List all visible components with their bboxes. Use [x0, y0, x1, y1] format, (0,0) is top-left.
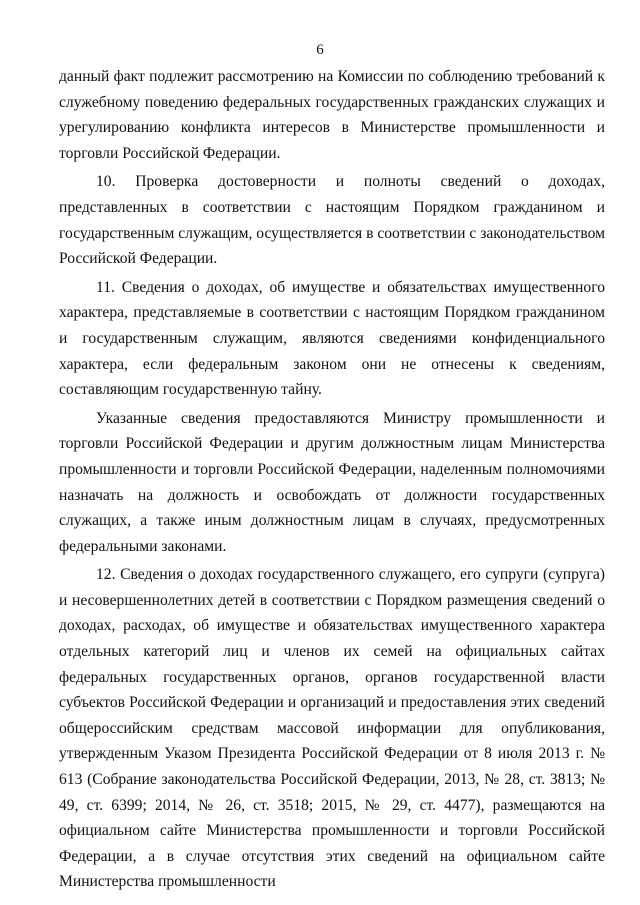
paragraph-continuation: данный факт подлежит рассмотрению на Комиссии по соблюдению требований к служебному поведению федеральных государственных гражданских служащих и урегулированию конфликта интересов в Министерстве промышленности и торговли Российской Федерации.: [59, 68, 605, 162]
document-body: [59, 64, 605, 898]
paragraph-11-recipients: Указанные сведения предоставляются Министру промышленности и торговли Российской Федерации и другим должностным лицам Министерства промышленности и торговли Российской Федерации, наделенным полномочиями назначать на должность и освобождать от должности государственных служащих, а также иным должностным лицам в случаях, предусмотренных федеральными законами.: [59, 409, 605, 555]
paragraph-12: 12. Сведения о доходах государственного служащего, его супруги (супруга) и несовершеннолетних детей в соответствии с Порядком размещения сведений о доходах, расходах, об имуществе и обязательствах имущественного характера отдельных категорий лиц и членов их семей на официальных сайтах федеральных государственных органов, органов государственной власти субъектов Российской Федерации и организаций и предоставления этих сведений общероссийским средствам массовой информации для опубликования, утвержденным Указом Президента Российской Федерации от 8 июля 2013 г. № 613 (Собрание законодательства Российской Федерации, 2013, № 28, ст. 3813; № 49, ст. 6399; 2014, № 26, ст. 3518; 2015, № 29, ст. 4477), размещаются на официальном сайте Министерства промышленности и торговли Российской Федерации, а в случае отсутствия этих сведений на официальном сайте Министерства промышленности: [59, 566, 605, 891]
paragraph-10: 10. Проверка достоверности и полноты сведений о доходах, представленных в соответствии с настоящим Порядком гражданином и государственным служащим, осуществляется в соответствии с законодательством Российской Федерации.: [59, 173, 605, 268]
paragraph-11: 11. Сведения о доходах, об имуществе и обязательствах имущественного характера, представляемые в соответствии с настоящим Порядком гражданином и государственным служащим, являются сведениями конфиденциального характера, если федеральным законом они не отнесены к сведениям, составляющим государственную тайну.: [59, 278, 605, 399]
page-number: 6: [316, 42, 324, 58]
